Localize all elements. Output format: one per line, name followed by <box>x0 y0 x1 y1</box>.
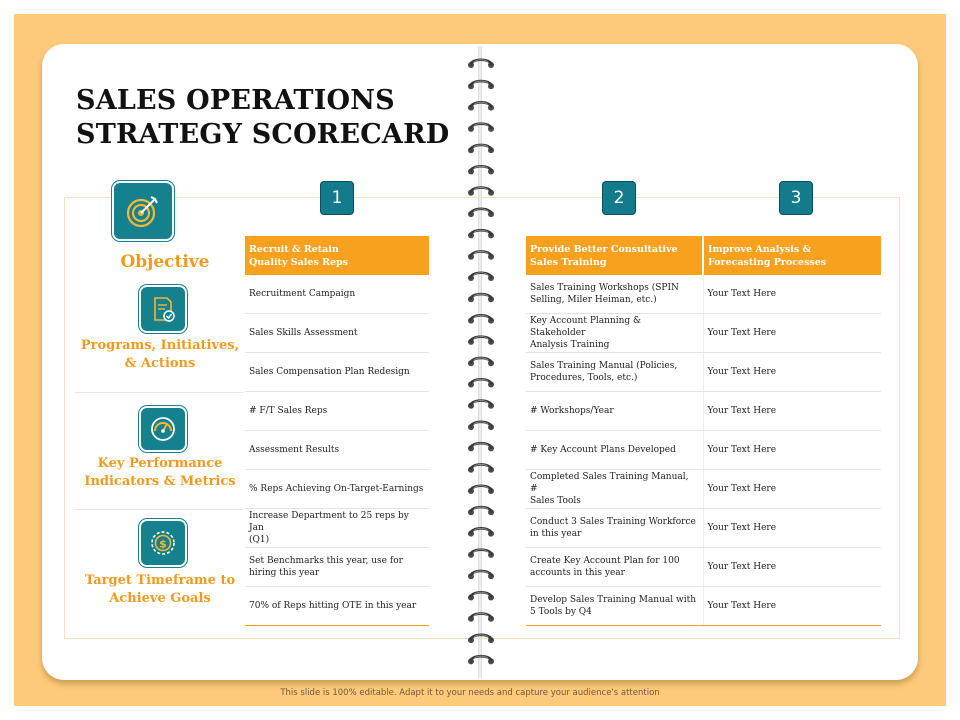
binding-ring <box>468 188 494 196</box>
page-title <box>76 84 449 152</box>
cell-line: Selling, Miler Heiman, etc.) <box>530 295 657 305</box>
table-cell: Your Text Here <box>703 314 881 353</box>
header-line: Quality Sales Reps <box>249 256 349 268</box>
binding-ring <box>468 81 494 89</box>
cell-line: hiring this year <box>249 568 320 578</box>
svg-text:$: $ <box>159 537 167 551</box>
table-cell: Your Text Here <box>703 587 881 626</box>
category-programs-line-1: Programs, Initiatives, <box>80 338 240 353</box>
spiral-binding <box>466 54 496 666</box>
cell-line: Analysis Training <box>530 340 610 350</box>
dollar-icon <box>141 521 185 565</box>
table-cell <box>526 587 703 626</box>
table-row <box>245 314 429 353</box>
gauge-icon <box>141 408 185 450</box>
category-objective-label: Objective <box>120 252 210 272</box>
binding-ring <box>468 273 494 281</box>
binding-ring <box>468 124 494 132</box>
binding-ring <box>468 550 494 558</box>
binding-ring <box>468 145 494 153</box>
category-kpi-line-2: Indicators & Metrics <box>84 474 236 489</box>
binding-ring <box>468 60 494 68</box>
binding-ring <box>468 401 494 409</box>
cell-line: Create Key Account Plan for 100 <box>530 556 680 566</box>
table-row <box>526 470 881 509</box>
table-row <box>245 275 429 314</box>
table-cell <box>526 509 703 548</box>
table-row <box>245 548 429 587</box>
table-row <box>526 392 881 431</box>
cell-line: Develop Sales Training Manual with <box>530 595 697 605</box>
binding-ring <box>468 614 494 622</box>
table-row <box>526 548 881 587</box>
cell-line: accounts in this year <box>530 568 625 578</box>
cell-line: Sales Training Manual (Policies, <box>530 361 678 371</box>
header-line: Forecasting Processes <box>708 256 827 268</box>
binding-ring <box>468 251 494 259</box>
category-timeframe-line-1: Target Timeframe to <box>84 573 236 588</box>
table-cell: # Workshops/Year <box>526 392 703 431</box>
table-row <box>245 587 429 626</box>
binding-ring <box>468 209 494 217</box>
cell-line: Sales Tools <box>530 496 581 506</box>
objective-1-table <box>245 236 429 626</box>
table-cell: Your Text Here <box>703 548 881 587</box>
cell-line: Set Benchmarks this year, use for <box>249 556 403 566</box>
table-row <box>526 353 881 392</box>
binding-ring <box>468 379 494 387</box>
table-cell: 70% of Reps hitting OTE in this year <box>245 587 429 626</box>
binding-ring <box>468 592 494 600</box>
table-cell: Your Text Here <box>703 353 881 392</box>
binding-ring <box>468 102 494 110</box>
cell-line: Conduct 3 Sales Training Workforce <box>530 517 696 527</box>
binding-ring <box>468 464 494 472</box>
table-cell <box>526 548 703 587</box>
table-row <box>245 392 429 431</box>
category-timeframe-line-2: Achieve Goals <box>109 591 211 606</box>
table-cell: Your Text Here <box>703 392 881 431</box>
table-row <box>245 431 429 470</box>
header-line: Sales Training <box>530 256 607 268</box>
table-cell <box>526 314 703 353</box>
binding-ring <box>468 571 494 579</box>
cell-line: Procedures, Tools, etc.) <box>530 373 638 383</box>
cell-line: 5 Tools by Q4 <box>530 607 592 617</box>
cell-line: Sales Training Workshops (SPIN <box>530 283 679 293</box>
category-timeframe-label <box>80 572 240 608</box>
column-number-2: 2 <box>602 181 636 215</box>
table-cell: Recruitment Campaign <box>245 275 429 314</box>
header-line: Provide Better Consultative <box>530 243 678 255</box>
binding-ring <box>468 358 494 366</box>
title-line-1: SALES OPERATIONS <box>76 85 395 116</box>
table-row <box>526 431 881 470</box>
table-cell: % Reps Achieving On-Target-Earnings <box>245 470 429 509</box>
binding-ring <box>468 635 494 643</box>
table-row <box>526 314 881 353</box>
table-row <box>245 470 429 509</box>
column-2-header <box>526 236 703 275</box>
column-3-header <box>703 236 881 275</box>
table-cell: Assessment Results <box>245 431 429 470</box>
table-cell: Your Text Here <box>703 275 881 314</box>
cell-line: (Q1) <box>249 535 270 545</box>
table-cell <box>245 509 429 548</box>
table-row <box>526 275 881 314</box>
target-icon <box>114 183 172 239</box>
table-row <box>245 353 429 392</box>
binding-ring <box>468 443 494 451</box>
category-kpi-line-1: Key Performance <box>97 456 223 471</box>
objective-2-3-table <box>526 236 881 626</box>
column-number-3: 3 <box>779 181 813 215</box>
category-divider <box>74 509 244 510</box>
column-number-1: 1 <box>320 181 354 215</box>
table-cell <box>526 470 703 509</box>
binding-ring <box>468 507 494 515</box>
cell-line: Completed Sales Training Manual, # <box>530 472 689 494</box>
table-cell <box>526 275 703 314</box>
footer-note: This slide is 100% editable. Adapt it to your needs and capture your audience's attention <box>280 688 660 698</box>
table-row <box>526 509 881 548</box>
category-divider <box>74 392 244 393</box>
binding-ring <box>468 422 494 430</box>
table-cell: Your Text Here <box>703 431 881 470</box>
table-cell: Your Text Here <box>703 509 881 548</box>
binding-ring <box>468 486 494 494</box>
category-programs-line-2: & Actions <box>124 356 196 371</box>
document-check-icon <box>141 287 185 331</box>
binding-ring <box>468 337 494 345</box>
cell-line: in this year <box>530 529 582 539</box>
table-cell <box>245 548 429 587</box>
category-kpi-label <box>80 455 240 491</box>
binding-ring <box>468 230 494 238</box>
binding-ring <box>468 528 494 536</box>
table-cell: # F/T Sales Reps <box>245 392 429 431</box>
header-line: Recruit & Retain <box>249 243 339 255</box>
table-cell: Sales Skills Assessment <box>245 314 429 353</box>
cell-line: Key Account Planning & Stakeholder <box>530 316 642 338</box>
binding-ring <box>468 166 494 174</box>
binding-ring <box>468 656 494 664</box>
cell-line: Increase Department to 25 reps by Jan <box>249 511 409 533</box>
header-line: Improve Analysis & <box>708 243 812 255</box>
table-cell <box>526 353 703 392</box>
table-cell: Your Text Here <box>703 470 881 509</box>
binding-ring <box>468 315 494 323</box>
category-programs-label <box>80 337 240 373</box>
binding-ring <box>468 294 494 302</box>
table-cell: # Key Account Plans Developed <box>526 431 703 470</box>
table-row <box>526 587 881 626</box>
column-1-header <box>245 236 429 275</box>
title-line-2: STRATEGY SCORECARD <box>76 119 450 150</box>
table-cell: Sales Compensation Plan Redesign <box>245 353 429 392</box>
table-row <box>245 509 429 548</box>
